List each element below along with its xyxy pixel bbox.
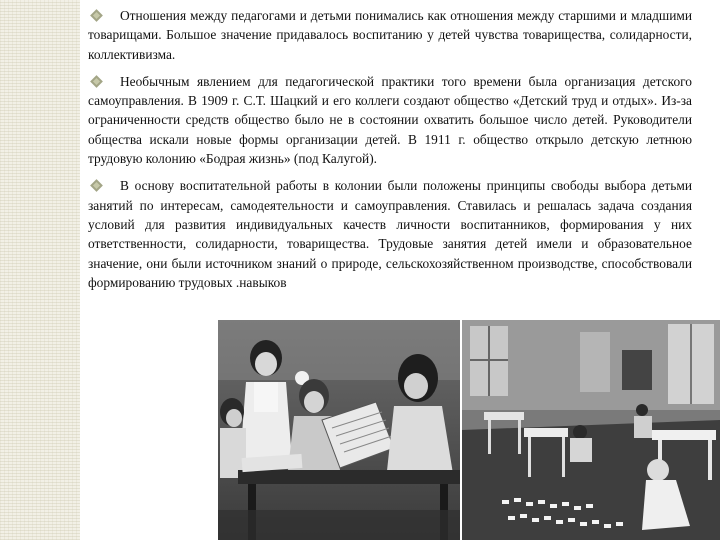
paragraph-1 (88, 6, 692, 64)
photo-children-reading-image (218, 320, 460, 540)
photo-classroom-image (462, 320, 720, 540)
diamond-bullet-icon (90, 180, 103, 193)
paragraph-2 (88, 72, 692, 168)
paragraph-2-text: Необычным явлением для педагогической практики того времени была организация детского самоуправления. В 1909 г. С.Т. Шацкий и его коллеги создают общество «Детский труд и отдых». Из-за ограниченности средств общество было не в состоянии охватить большое число детей. Руководители общества искали новые формы организации детей. В 1911 г. общество открыло детскую летнюю трудовую колонию «Бодрая жизнь» (под Калугой). (88, 73, 692, 167)
slide-text (88, 6, 692, 300)
decorative-side-strip (0, 0, 80, 540)
paragraph-3 (88, 176, 692, 292)
photo-children-reading (218, 320, 460, 540)
paragraph-3-text: В основу воспитательной работы в колонии были положены принципы свободы выбора детьми занятий по интересам, самодеятельности и самоуправления. Ставилась и решалась задача создания условий для развития индивидуальных качеств личности воспитанников, формирования у них ответственности, солидарности, товарищества. Трудовые занятия детей имели и образовательное значение, они были источником знаний о природе, сельскохозяйственном производстве, способствовали формированию трудовых .навыков (88, 178, 692, 290)
paragraph-1-text: Отношения между педагогами и детьми понимались как отношения между старшими и младшими товарищами. Большое значение придавалось воспитанию у детей чувства товарищества, солидарности, коллективизма. (88, 8, 692, 62)
diamond-bullet-icon (90, 9, 103, 22)
photo-classroom (462, 320, 720, 540)
diamond-bullet-icon (90, 75, 103, 88)
